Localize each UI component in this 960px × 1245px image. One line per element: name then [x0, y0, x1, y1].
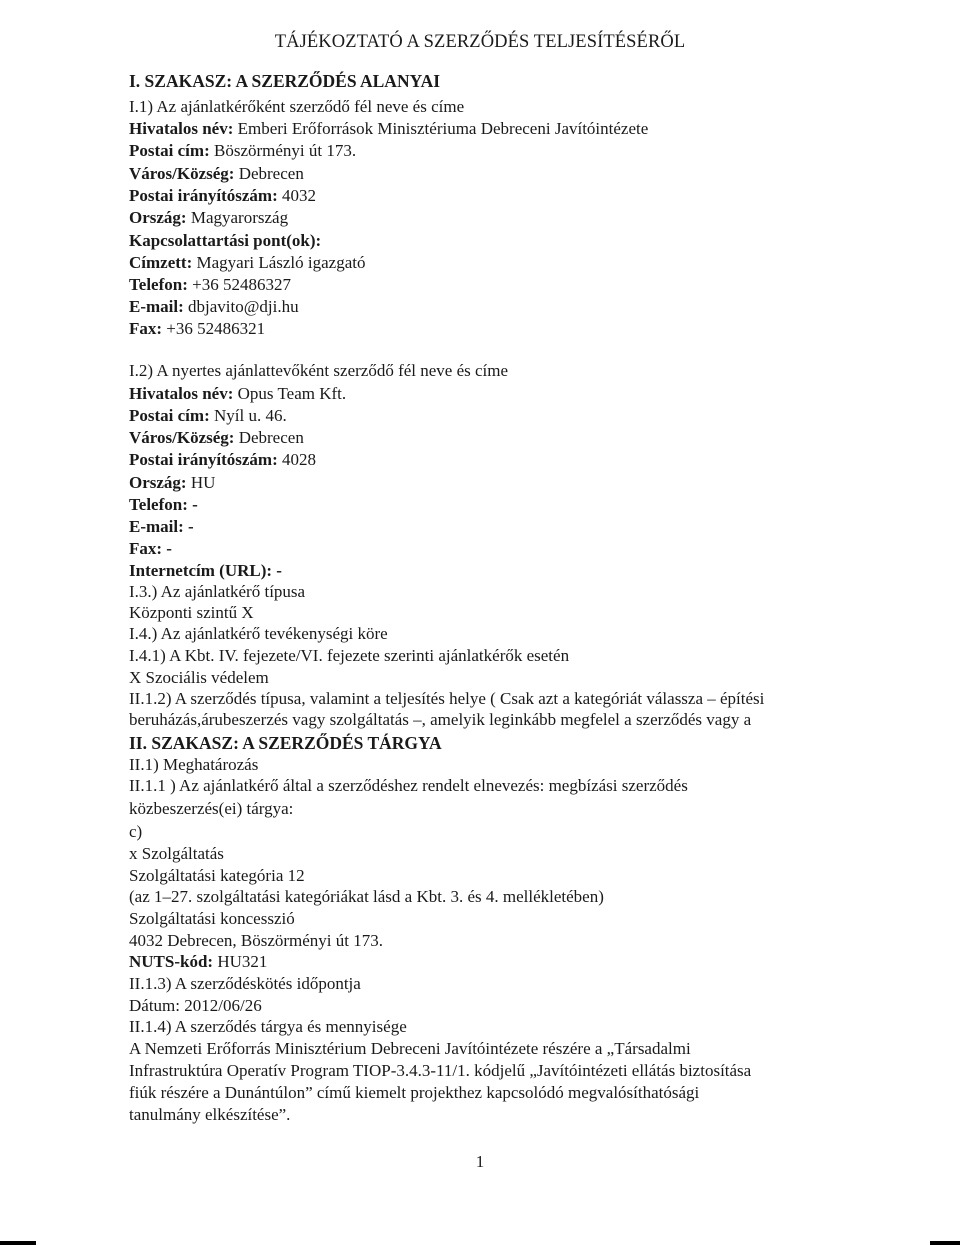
- winner-email-row: [129, 516, 194, 538]
- field-value: dbjavito@dji.hu: [188, 297, 299, 316]
- i4-heading: I.4.) Az ajánlatkérő tevékenységi köre: [129, 624, 388, 643]
- i3-value: Központi szintű X: [129, 603, 254, 622]
- field-label: E-mail:: [129, 297, 184, 316]
- field-value: HU: [190, 473, 216, 492]
- field-value: -: [192, 495, 198, 514]
- winner-country-row: [129, 472, 215, 494]
- field-value: Magyarország: [190, 208, 289, 227]
- section1-heading: I. SZAKASZ: A SZERZŐDÉS ALANYAI: [129, 71, 441, 91]
- contracting-postal-address-row: [129, 140, 356, 162]
- winner-phone-row: [129, 494, 198, 516]
- winner-postal-code-row: [129, 449, 316, 471]
- description-line3: fiúk részére a Dunántúlon” című kiemelt projekthez kapcsolódó megvalósíthatósági: [129, 1083, 700, 1102]
- i41-line: I.4.1) A Kbt. IV. fejezete/VI. fejezete szerinti ajánlatkérők esetén: [129, 646, 570, 665]
- field-value: -: [188, 517, 194, 536]
- winner-city-row: [129, 427, 304, 449]
- winner-fax-row: [129, 538, 172, 560]
- scan-edge-mark-right: [930, 1241, 960, 1245]
- description-line2: Infrastruktúra Operatív Program TIOP-3.4.3-11/1. kódjelű „Javítóintézeti ellátás biztosítása: [129, 1061, 752, 1080]
- category-note-line: (az 1–27. szolgáltatási kategóriákat lásd a Kbt. 3. és 4. mellékletében): [129, 887, 604, 906]
- date-line: Dátum: 2012/06/26: [129, 996, 262, 1015]
- field-value: Debrecen: [238, 428, 304, 447]
- service-line: x Szolgáltatás: [129, 844, 224, 863]
- i3-heading: I.3.) Az ajánlatkérő típusa: [129, 582, 306, 601]
- contracting-official-name-row: [129, 118, 648, 140]
- field-value: Debrecen: [238, 164, 304, 183]
- field-label: Hivatalos név:: [129, 384, 234, 403]
- field-label: Telefon:: [129, 495, 188, 514]
- field-value: Nyíl u. 46.: [213, 406, 287, 425]
- field-value: Magyari László igazgató: [196, 253, 366, 272]
- ii12-line2: beruházás,árubeszerzés vagy szolgáltatás –, amelyik leginkább megfelel a szerződés vagy a: [129, 710, 752, 729]
- field-label: Város/Község:: [129, 164, 235, 183]
- field-value: +36 52486327: [192, 275, 291, 294]
- section1-sub1-heading: I.1) Az ajánlatkérőként szerződő fél neve és címe: [129, 97, 465, 116]
- description-line1: A Nemzeti Erőforrás Minisztérium Debreceni Javítóintézete részére a „Társadalmi: [129, 1039, 691, 1058]
- document-title: TÁJÉKOZTATÓ A SZERZŐDÉS TELJESÍTÉSÉRŐL: [274, 32, 686, 52]
- contracting-fax-row: [129, 318, 265, 340]
- description-line4: tanulmány elkészítése”.: [129, 1105, 291, 1124]
- field-label: Címzett:: [129, 253, 193, 272]
- winner-url-row: [129, 560, 282, 582]
- section2-heading: II. SZAKASZ: A SZERZŐDÉS TÁRGYA: [129, 733, 442, 753]
- field-label: Kapcsolattartási pont(ok):: [129, 231, 322, 250]
- ii1-heading: II.1) Meghatározás: [129, 755, 259, 774]
- ii14-heading: II.1.4) A szerződés tárgya és mennyisége: [129, 1017, 407, 1036]
- place-line: 4032 Debrecen, Böszörményi út 173.: [129, 931, 383, 950]
- contracting-addressee-row: [129, 252, 366, 274]
- field-label: Telefon:: [129, 275, 188, 294]
- field-value: Böszörményi út 173.: [213, 141, 357, 160]
- field-value: HU321: [217, 952, 268, 971]
- service-category-line: Szolgáltatási kategória 12: [129, 866, 305, 885]
- field-label: Postai irányítószám:: [129, 186, 278, 205]
- section1-sub2-heading: I.2) A nyertes ajánlattevőként szerződő fél neve és címe: [129, 361, 509, 380]
- winner-postal-address-row: [129, 405, 287, 427]
- field-label: NUTS-kód:: [129, 952, 214, 971]
- field-label: Fax:: [129, 319, 163, 338]
- field-value: Opus Team Kft.: [237, 384, 347, 403]
- field-label: Internetcím (URL):: [129, 561, 273, 580]
- field-label: Ország:: [129, 473, 187, 492]
- field-value: -: [166, 539, 172, 558]
- i41-value: X Szociális védelem: [129, 668, 269, 687]
- field-value: +36 52486321: [166, 319, 266, 338]
- contracting-country-row: [129, 207, 288, 229]
- field-label: Hivatalos név:: [129, 119, 234, 138]
- ii12-line1: II.1.2) A szerződés típusa, valamint a teljesítés helye ( Csak azt a kategóriát válassza – építési: [129, 689, 765, 708]
- contracting-postal-code-row: [129, 185, 316, 207]
- page-number: 1: [475, 1152, 485, 1171]
- concession-line: Szolgáltatási koncesszió: [129, 909, 295, 928]
- contracting-email-row: [129, 296, 299, 318]
- field-value: Emberi Erőforrások Minisztériuma Debreceni Javítóintézete: [237, 119, 649, 138]
- field-label: Postai cím:: [129, 406, 210, 425]
- ii11-line2: közbeszerzés(ei) tárgya:: [129, 799, 294, 818]
- field-label: Város/Község:: [129, 428, 235, 447]
- field-value: 4032: [281, 186, 316, 205]
- field-label: E-mail:: [129, 517, 184, 536]
- scan-edge-mark-left: [0, 1241, 36, 1245]
- category-c: c): [129, 822, 143, 841]
- winner-official-name-row: [129, 383, 346, 405]
- ii11-line1: II.1.1 ) Az ajánlatkérő által a szerződéshez rendelt elnevezés: megbízási szerződés: [129, 776, 688, 795]
- field-value: -: [276, 561, 282, 580]
- field-label: Ország:: [129, 208, 187, 227]
- ii13-heading: II.1.3) A szerződéskötés időpontja: [129, 974, 361, 993]
- field-label: Postai cím:: [129, 141, 210, 160]
- field-label: Fax:: [129, 539, 163, 558]
- contracting-phone-row: [129, 274, 291, 296]
- nuts-row: [129, 951, 267, 973]
- contracting-city-row: [129, 163, 304, 185]
- field-label: Postai irányítószám:: [129, 450, 278, 469]
- field-value: 4028: [281, 450, 316, 469]
- contracting-contact-heading: [129, 230, 321, 252]
